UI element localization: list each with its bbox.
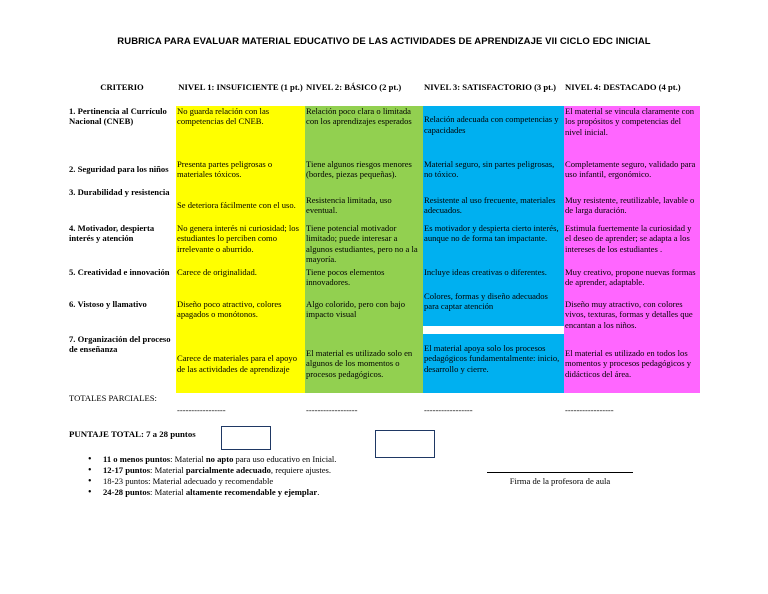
nivel-2-cell: Tiene algunos riesgos menores (bordes, piezas pequeñas). <box>305 151 423 187</box>
nivel-4-cell: Diseño muy atractivo, con colores vivos, texturas, formas y detalles que encantan a los niños. <box>564 299 700 334</box>
scale-verdict: altamente recomendable y ejemplar <box>185 487 318 497</box>
scale-range: 24-28 puntos <box>103 487 151 497</box>
nivel-2-cell: El material es utilizado solo en algunos de los momentos o procesos pedagógicos. <box>305 334 423 393</box>
criterio-cell: 1. Pertinencia al Currículo Nacional (CNEB) <box>69 106 167 127</box>
criterio-cell: 2. Seguridad para los niños <box>69 163 169 174</box>
list-item <box>88 465 336 476</box>
scale-verdict: no apto <box>205 454 234 464</box>
scale-verdict: parcialmente adecuado <box>185 465 271 475</box>
nivel-4-cell: Muy creativo, propone nuevas formas de aprender, adaptable. <box>564 267 700 299</box>
scale-text: : Material <box>170 454 206 464</box>
nivel-4-cell: Muy resistente, reutilizable, lavable o de larga duración. <box>564 187 700 223</box>
scale-text: para uso educativo en Inicial. <box>233 454 337 464</box>
nivel-4-cell: Completamente seguro, validado para uso infantil, ergonómico. <box>564 151 700 187</box>
table-row <box>68 223 700 267</box>
criterio-cell: 3. Durabilidad y resistencia <box>69 187 170 197</box>
header-nivel-4: NIVEL 4: DESTACADO (4 pt.) <box>565 82 681 92</box>
totals-row <box>68 393 700 415</box>
table-row <box>68 187 700 223</box>
nivel-4-cell: Estimula fuertemente la curiosidad y el deseo de aprender; se adapta a los intereses de los estudiantes . <box>564 223 700 267</box>
nivel-2-cell: Tiene pocos elementos innovadores. <box>305 267 423 299</box>
list-item <box>88 476 336 487</box>
nivel-2-cell: Tiene potencial motivador limitado; puede interesar a algunos estudiantes, pero no a la mayoría. <box>305 223 423 267</box>
nivel-4-cell: El material se vincula claramente con los propósitos y competencias del nivel inicial. <box>564 106 700 151</box>
nivel-2-cell: Algo colorido, pero con bajo impacto visual <box>305 299 423 334</box>
header-row <box>68 82 700 106</box>
list-item <box>88 454 336 465</box>
score-box-1[interactable] <box>221 426 271 450</box>
nivel-3-cell: Colores, formas y diseño adecuados para captar atención <box>423 291 564 326</box>
nivel-1-cell: Carece de originalidad. <box>176 267 305 299</box>
nivel-1-cell: No guarda relación con las competencias del CNEB. <box>176 106 305 151</box>
nivel-3-cell: El material apoya solo los procesos pedagógicos fundamentalmente: inicio, desarrollo y cierre. <box>423 334 564 393</box>
score-scale-list <box>88 454 336 498</box>
document-title: RUBRICA PARA EVALUAR MATERIAL EDUCATIVO DE LAS ACTIVIDADES DE APRENDIZAJE VII CICLO EDC INICIAL <box>117 36 651 47</box>
header-nivel-3: NIVEL 3: SATISFACTORIO (3 pt.) <box>424 82 557 92</box>
nivel-3-cell: Material seguro, sin partes peligrosas, no tóxico. <box>423 151 564 187</box>
nivel-2-cell: Resistencia limitada, uso eventual. <box>305 187 423 223</box>
nivel-1-cell: Presenta partes peligrosas o materiales tóxicos. <box>176 151 305 187</box>
nivel-1-cell: Diseño poco atractivo, colores apagados o monótonos. <box>176 299 305 334</box>
criterio-cell: 6. Vistoso y llamativo <box>69 299 147 309</box>
total-nivel-4: ----------------- <box>564 393 700 415</box>
nivel-3-cell: Incluye ideas creativas o diferentes. <box>423 267 564 299</box>
rubric-table <box>68 82 700 415</box>
total-nivel-1: ----------------- <box>176 393 305 415</box>
score-box-2[interactable] <box>375 430 435 458</box>
signature-line <box>487 472 633 473</box>
nivel-3-cell: Relación adecuada con competencias y capacidades <box>423 106 564 151</box>
totals-label: TOTALES PARCIALES: <box>68 393 176 415</box>
scale-text: , requiere ajustes. <box>270 465 332 475</box>
scale-text: : Material adecuado y recomendable <box>148 476 274 486</box>
signature-label: Firma de la profesora de aula <box>509 476 611 486</box>
criterio-cell: 5. Creatividad e innovación <box>69 267 170 277</box>
table-row <box>68 151 700 187</box>
criterio-cell: 4. Motivador, despierta interés y atención <box>69 223 155 244</box>
scale-range: 11 o menos puntos <box>103 454 171 464</box>
nivel-2-cell: Relación poco clara o limitada con los aprendizajes esperados <box>305 106 423 151</box>
table-row <box>68 106 700 151</box>
list-item <box>88 487 336 498</box>
scale-range: 12-17 puntos <box>103 465 151 475</box>
header-nivel-1: NIVEL 1: INSUFICIENTE (1 pt.) <box>178 82 303 92</box>
header-nivel-2: NIVEL 2: BÁSICO (2 pt.) <box>306 82 402 92</box>
total-nivel-2: ------------------ <box>305 393 423 415</box>
scale-text: : Material <box>150 487 186 497</box>
nivel-1-cell: Carece de materiales para el apoyo de las actividades de aprendizaje <box>176 334 305 393</box>
header-criterio: CRITERIO <box>100 82 144 92</box>
table-row <box>68 334 700 393</box>
table-row <box>68 267 700 299</box>
table-row <box>68 299 700 334</box>
scale-text: . <box>317 487 320 497</box>
nivel-4-cell: El material es utilizado en todos los momentos y procesos pedagógicos y didácticos del área. <box>564 334 700 393</box>
puntaje-total: PUNTAJE TOTAL: 7 a 28 puntos <box>69 429 196 439</box>
nivel-3-cell: Es motivador y despierta cierto interés, aunque no de forma tan impactante. <box>423 223 564 267</box>
scale-range: 18-23 puntos <box>103 476 149 486</box>
total-nivel-3: ----------------- <box>423 393 564 415</box>
criterio-cell: 7. Organización del proceso de enseñanza <box>69 334 171 355</box>
nivel-1-cell: Se deteriora fácilmente con el uso. <box>176 187 305 223</box>
nivel-1-cell: No genera interés ni curiosidad; los estudiantes lo perciben como irrelevante o aburrido. <box>176 223 305 267</box>
scale-text: : Material <box>150 465 186 475</box>
nivel-3-cell: Resistente al uso frecuente, materiales adecuados. <box>423 187 564 223</box>
